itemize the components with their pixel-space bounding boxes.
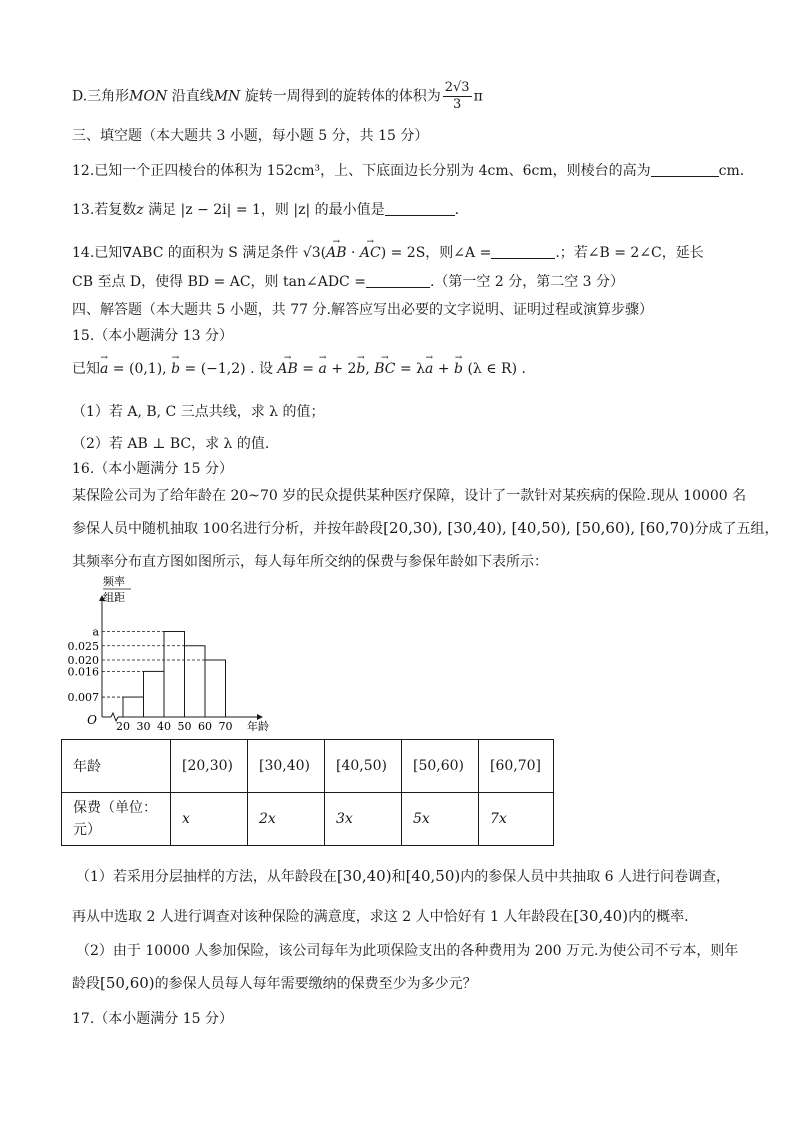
question-16-line-1: 某保险公司为了给年龄在 20~70 岁的民众提供某种医疗保障，设计了一款针对某疾病的保险.现从 10000 名 [72,488,747,504]
variable-z: z [136,202,144,218]
triangle-name: MON [129,88,168,105]
answer-blank-2 [366,273,430,288]
option-d-prefix: D.三角形 [72,88,130,105]
question-14-line-2 [72,272,624,292]
age-interval: [30,40) [336,867,392,885]
part-1-end: 内的概率. [628,909,689,925]
age-interval: [40,50) [405,867,461,885]
x-tick-label: 40 [157,720,171,732]
question-12-unit: cm． [718,163,754,179]
vector-a-value: = (0,1), [108,361,172,377]
y-tick-label: a [92,625,99,639]
question-13-end: . [454,202,460,218]
equals-lambda: = λ [395,361,426,377]
origin-label: O [87,713,97,727]
histogram-bar [205,660,226,717]
question-16-heading: 16.（本小题满分 15 分） [72,461,233,477]
table-cell: [60,70] [479,740,554,793]
x-tick-label: 60 [198,720,212,732]
separator: , [365,361,375,377]
part-1-text: （1）若采用分层抽样的方法，从年龄段在 [76,869,337,885]
table-cell: 5x [402,793,479,846]
question-13-text: 13.若复数 [72,202,137,218]
line-name: MN [213,88,241,105]
section-3-heading: 三、填空题（本大题共 3 小题，每小题 5 分，共 15 分） [72,128,429,144]
histogram-bar [123,697,144,717]
answer-blank [651,162,719,177]
age-interval: [30,40) [573,907,629,925]
histogram-bar [144,671,165,717]
question-14-text: 14.已知∇ABC 的面积为 S 满足条件 √3( [72,245,327,261]
table-cell: [40,50) [325,740,402,793]
option-d [72,80,483,113]
histogram-bar [185,646,206,717]
y-tick-label: 0.016 [67,665,99,679]
table-cell: 2x [248,793,325,846]
lambda-domain: (λ ∈ R) . [463,361,526,377]
vector-b: → b [171,359,180,379]
question-14-continue: .；若∠B = 2∠C，延长 [555,245,704,261]
question-15-heading: 15.（本小题满分 13 分） [72,328,233,344]
question-12-text: 12.已知一个正四棱台的体积为 152cm³，上、下底面边长分别为 4cm、6cm，则棱台的高为 [72,163,651,179]
vector-ab: → AB [277,359,297,379]
vector-b: → b [356,359,365,379]
y-axis-label-numerator: 频率 [103,575,125,588]
question-14-line-1 [72,243,704,263]
answer-blank-1 [491,244,555,259]
vector-bc: → BC [374,359,395,379]
question-14-scoring: .（第一空 2 分，第二空 3 分） [429,274,625,290]
table-header-premium [62,793,171,846]
question-16-groups: 分成了五组， [694,521,779,537]
option-d-text: 旋转一周得到的旋转体的体积为 [240,88,441,105]
conjunction: 和 [391,869,406,885]
histogram-bar [164,632,185,718]
table-cell: [20,30) [171,740,248,793]
table-header-age: 年龄 [62,740,171,793]
question-14-condition: ) = 2S，则∠A = [380,245,492,261]
x-tick-label: 50 [177,720,192,732]
table-row-premium [62,793,554,846]
premium-header-line-1: 保费（单位： [73,800,157,816]
x-tick-label: 30 [136,720,151,732]
question-16-sampling: 参保人员中随机抽取 100名进行分析，并按年龄段 [72,521,384,537]
equals-sign: = [297,361,319,377]
question-12 [72,161,754,181]
part-2-prefix: 龄段 [72,976,100,992]
x-axis-label: 年龄 [247,720,269,732]
question-16-line-2 [72,518,779,539]
question-16-part-1-line-1 [76,866,730,887]
y-axis-label-denominator: 组距 [103,591,125,604]
question-13 [72,200,459,220]
question-13-condition: 满足 |z − 2i| = 1，则 |z| 的最小值是 [143,202,385,218]
table-cell: [30,40) [248,740,325,793]
question-16-line-3: 其频率分布直方图如图所示，每人每年所交纳的保费与参保年龄如下表所示： [72,554,548,570]
plus-two: + 2 [326,361,357,377]
pi-symbol: π [473,88,483,105]
age-interval: [50,60) [100,974,155,992]
question-15-part-1: （1）若 A, B, C 三点共线，求 λ 的值； [72,404,325,420]
vector-a: → a [100,359,108,379]
plus-sign: + [433,361,455,377]
vector-a: → a [425,359,433,379]
question-16-part-2-line-1: （2）由于 10000 人参加保险，该公司每年为此项保险支出的各种费用为 200 万元.为使公司不亏本，则年 [76,943,739,959]
option-d-mid: 沿直线 [167,88,214,105]
table-cell: 3x [325,793,402,846]
y-tick-label: 0.007 [67,691,99,705]
age-intervals: [20,30), [30,40), [40,50), [50,60), [60,70) [383,519,695,537]
x-tick-label: 70 [218,720,233,732]
question-16-part-2-line-2 [72,973,477,994]
table-cell: 7x [479,793,554,846]
y-tick-label: 0.020 [67,654,99,667]
vector-b-value: = (−1,2) . 设 [180,361,278,377]
fraction-numerator: 2√3 [444,80,470,95]
vector-a: → a [318,359,326,379]
y-tick-label: 0.025 [67,639,99,653]
vector-ac: → AC [360,243,381,263]
section-4-heading: 四、解答题（本大题共 5 小题，共 77 分.解答应写出必要的文字说明、证明过程或演算步骤） [72,302,653,318]
question-14-part-2: CB 至点 D，使得 BD = AC，则 tan∠ADC = [72,274,366,290]
part-1-sampling: 内的参保人员中共抽取 6 人进行问卷调查， [460,869,731,885]
question-16-part-1-line-2 [72,906,689,927]
table-cell: [50,60) [402,740,479,793]
question-15-given [72,359,526,379]
given-prefix: 已知 [72,361,100,377]
volume-fraction [443,80,472,113]
frequency-histogram [60,574,280,732]
question-17-heading: 17.（本小题满分 15 分） [72,1011,233,1027]
table-row-age [62,740,554,793]
premium-table [61,739,554,846]
x-tick-label: 20 [116,720,130,732]
answer-blank [385,201,455,216]
premium-header-line-2: 元） [73,822,101,838]
part-1-question: 再从中选取 2 人进行调查对该种保险的满意度，求这 2 人中恰好有 1 人年龄段在 [72,909,574,925]
vector-b: → b [454,359,463,379]
part-2-question: 的参保人员每人每年需要缴纳的保费至少为多少元？ [154,976,477,992]
fraction-denominator: 3 [453,97,462,112]
question-15-part-2: （2）若 AB ⊥ BC，求 λ 的值. [72,436,270,452]
dot-operator: · [346,245,360,261]
vector-ab: → AB [326,243,346,263]
table-cell: x [171,793,248,846]
